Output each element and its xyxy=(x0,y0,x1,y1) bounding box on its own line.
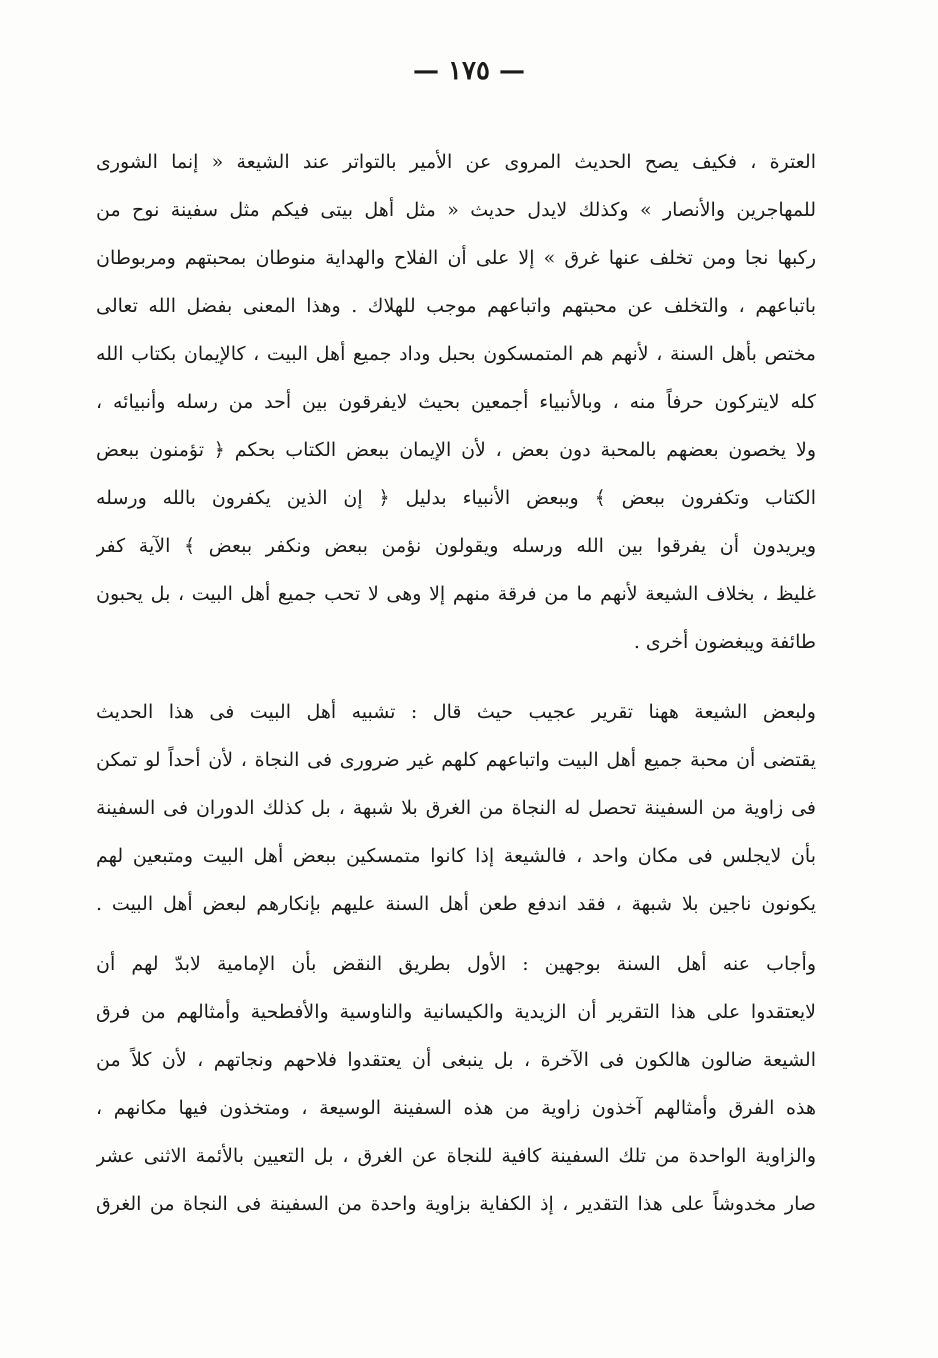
text-line: كله لايتركون حرفاً منه ، وبالأنبياء أجمعين بحيث لايفرقون بين أحد من رسله وأنبيائه ، xyxy=(96,391,816,413)
paragraph-3 xyxy=(96,940,816,1228)
text-line: ركبها نجا ومن تخلف عنها غرق » إلا على أن الفلاح والهداية منوطان بمحبتهم ومربوطان xyxy=(96,247,816,269)
text-line: ولا يخصون بعضهم بالمحبة دون بعض ، لأن الإيمان ببعض الكتاب بحكم ﴿ تؤمنون ببعض xyxy=(96,439,816,461)
paragraph-1 xyxy=(96,138,816,666)
text-line: فى زاوية من السفينة تحصل له النجاة من الغرق بلا شبهة ، بل كذلك الدوران فى السفينة xyxy=(96,797,816,819)
text-line: طائفة ويبغضون أخرى . xyxy=(633,631,816,653)
text-line: لايعتقدوا على هذا التقرير أن الزيدية والكيسانية والناوسية والأفطحية وأمثالهم من فرق xyxy=(96,1001,816,1023)
text-line: يكونون ناجين بلا شبهة ، فقد اندفع طعن أهل السنة عليهم بإنكارهم لبعض أهل البيت . xyxy=(96,893,816,915)
text-line: مختص بأهل السنة ، لأنهم هم المتمسكون بحبل وداد جميع أهل البيت ، كالإيمان بكتاب الله xyxy=(96,343,816,365)
text-line: للمهاجرين والأنصار » وكذلك لايدل حديث « مثل أهل بيتى فيكم مثل سفينة نوح من xyxy=(96,199,816,221)
text-line: غليظ ، بخلاف الشيعة لأنهم ما من فرقة منهم إلا وهى لا تحب جميع أهل البيت ، بل يحبون xyxy=(96,583,816,605)
text-line: يقتضى أن محبة جميع أهل البيت واتباعهم كلهم غير ضرورى فى النجاة ، لأن أحداً لو تمكن xyxy=(96,749,816,771)
text-line: هذه الفرق وأمثالهم آخذون زاوية من هذه السفينة الوسيعة ، ومتخذون فيها مكانهم ، xyxy=(96,1097,816,1119)
text-line: باتباعهم ، والتخلف عن محبتهم واتباعهم موجب للهلاك . وهذا المعنى بفضل الله تعالى xyxy=(96,295,816,317)
text-line: صار مخدوشاً على هذا التقدير ، إذ الكفاية بزاوية واحدة من السفينة فى النجاة من الغرق xyxy=(96,1193,816,1215)
text-line: ولبعض الشيعة ههنا تقرير عجيب حيث قال : تشبيه أهل البيت فى هذا الحديث xyxy=(96,701,816,723)
text-line: الكتاب وتكفرون ببعض ﴾ وببعض الأنبياء بدليل ﴿ إن الذين يكفرون بالله ورسله xyxy=(96,487,816,509)
paragraph-2 xyxy=(96,688,816,928)
text-line: الشيعة ضالون هالكون فى الآخرة ، بل ينبغى أن يعتقدوا فلاحهم ونجاتهم ، لأن كلاً من xyxy=(96,1049,816,1071)
text-line: وأجاب عنه أهل السنة بوجهين : الأول بطريق النقض بأن الإمامية لابدّ لهم أن xyxy=(96,953,816,975)
text-line: بأن لايجلس فى مكان واحد ، فالشيعة إذا كانوا متمسكين ببعض أهل البيت ومتبعين لهم xyxy=(96,845,816,867)
text-line: ويريدون أن يفرقوا بين الله ورسله ويقولون نؤمن ببعض ونكفر ببعض ﴾ الآية كفر xyxy=(96,535,816,557)
text-line: العترة ، فكيف يصح الحديث المروى عن الأمير بالتواتر عند الشيعة « إنما الشورى xyxy=(96,151,816,173)
page-number: — ١٧٥ — xyxy=(412,56,526,86)
text-line: والزاوية الواحدة من تلك السفينة كافية للنجاة عن الغرق ، بل التعيين بالأئمة الاثنى عشر xyxy=(96,1145,816,1167)
